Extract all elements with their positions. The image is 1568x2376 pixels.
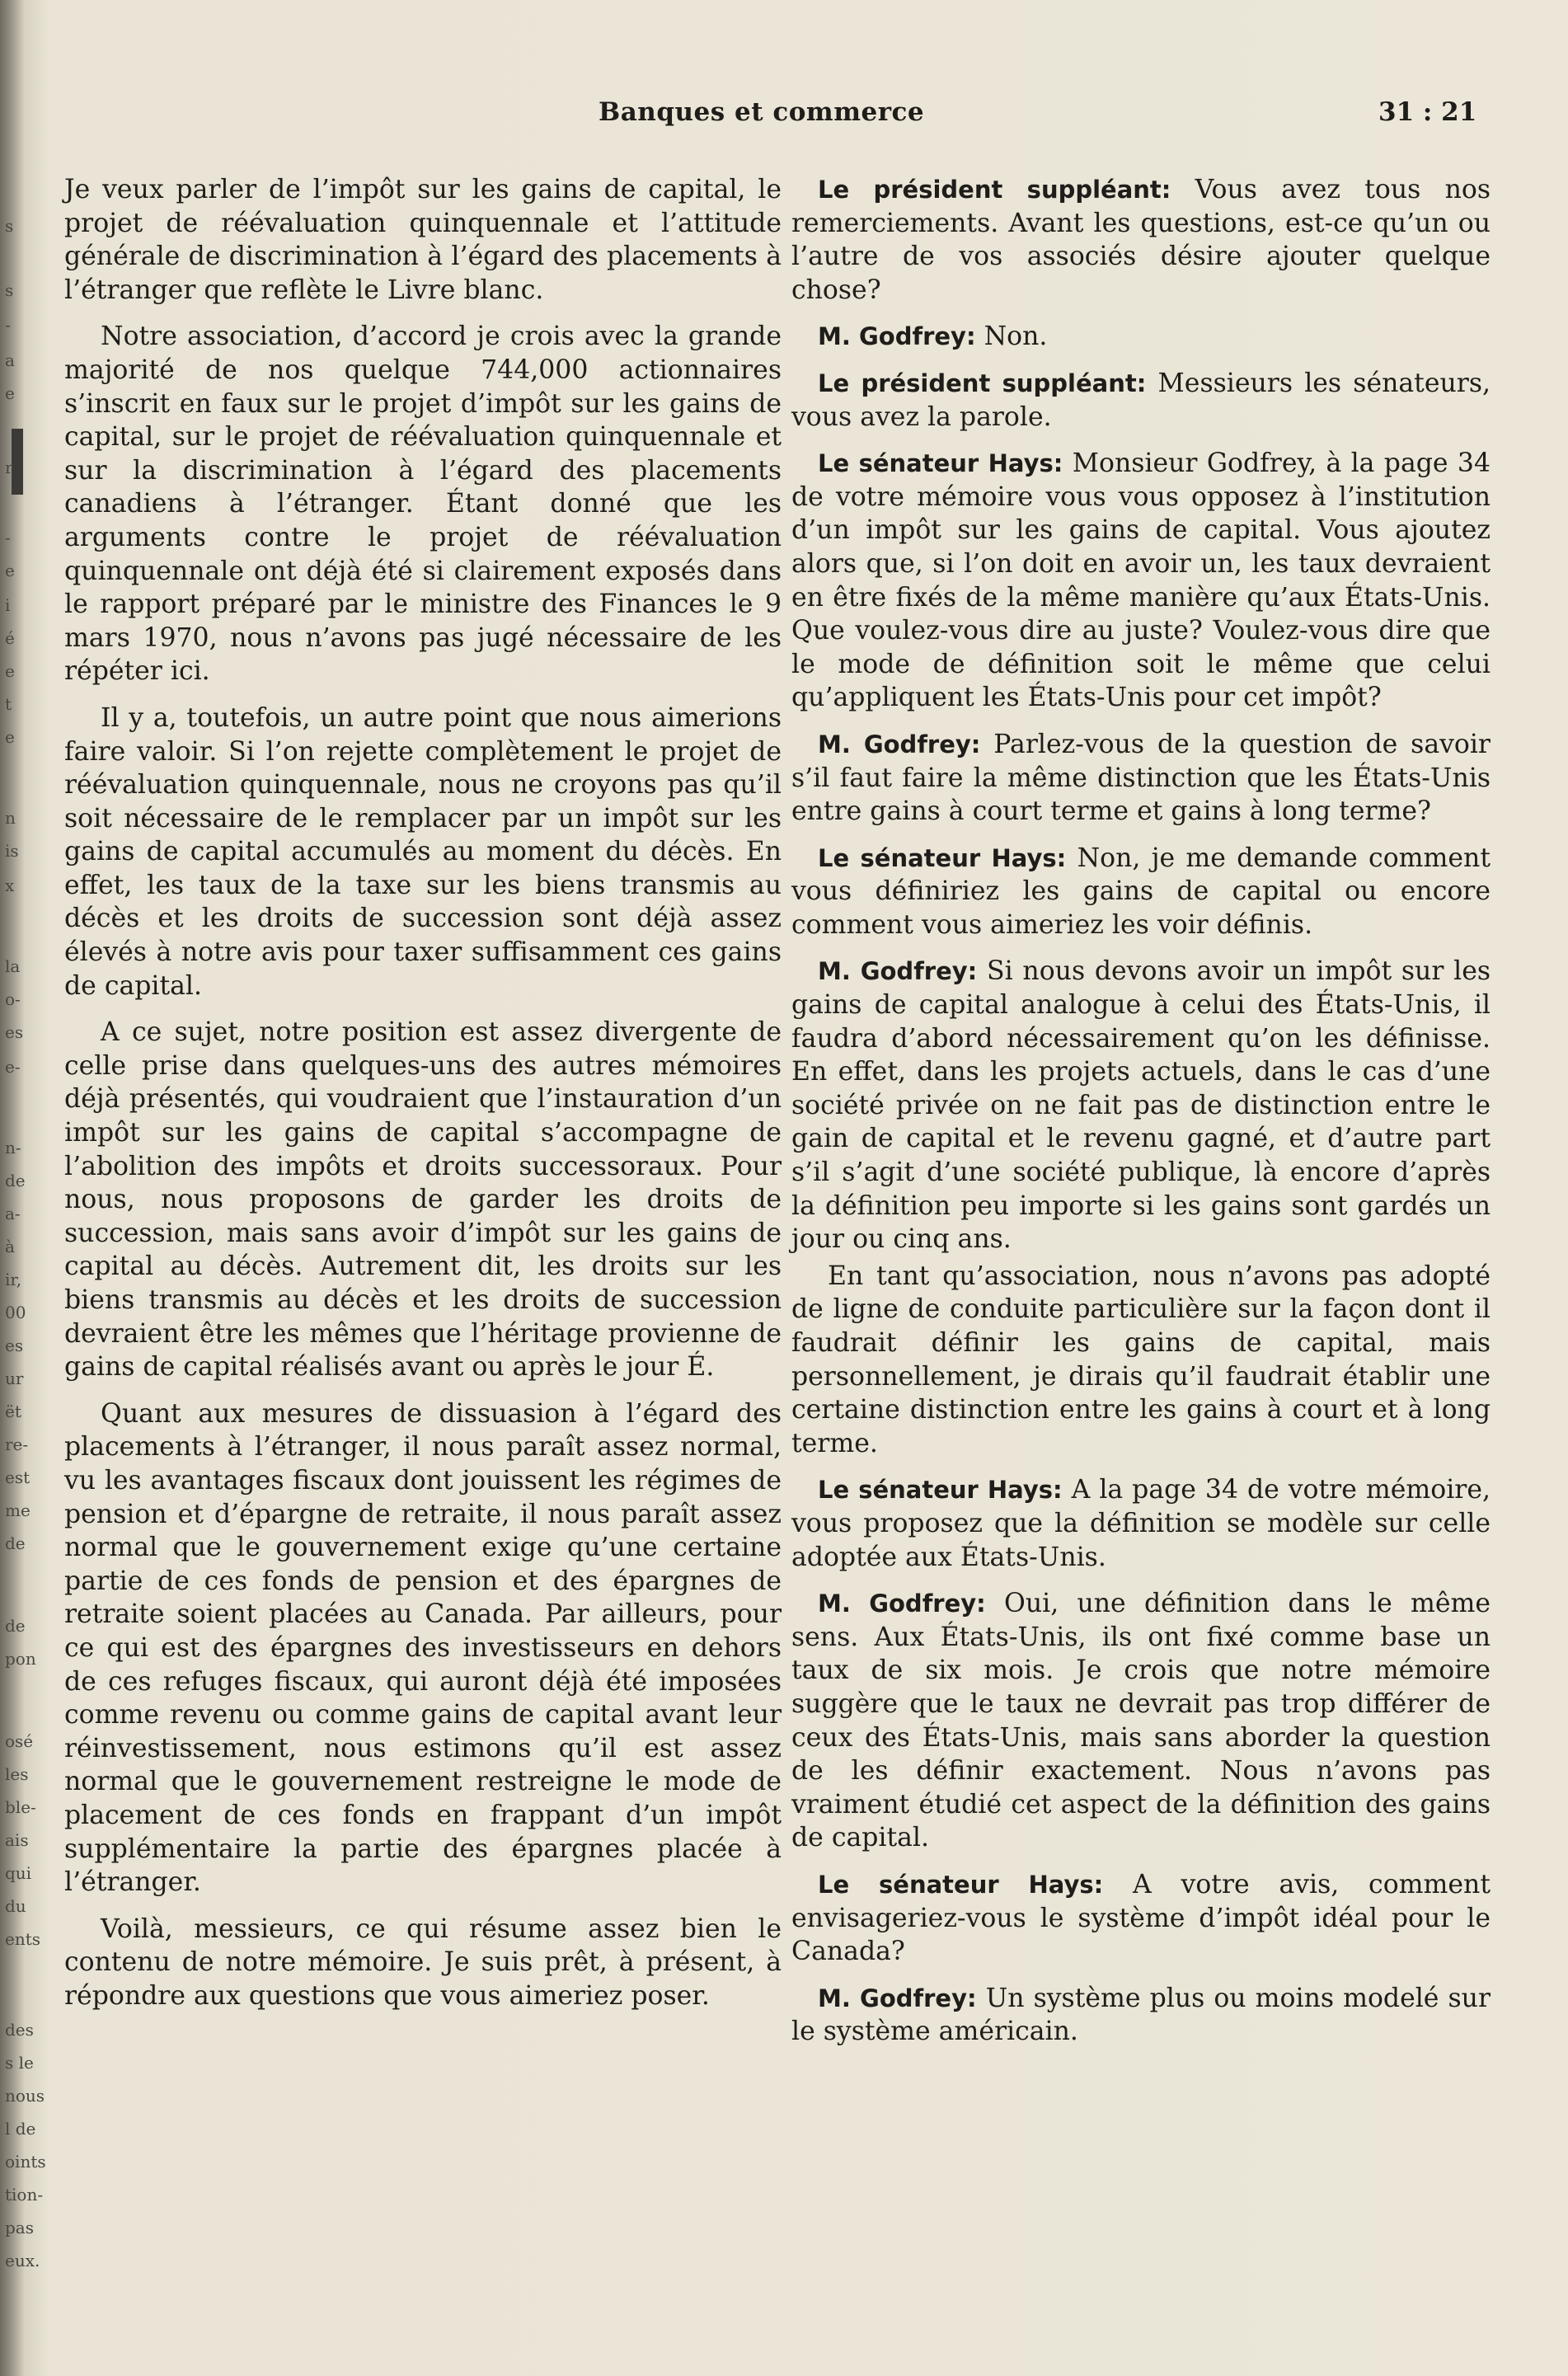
speaker-name: Le sénateur Hays: [818, 449, 1063, 478]
speech-turn [791, 367, 1491, 434]
speaker-name: Le sénateur Hays: [818, 1870, 1104, 1899]
margin-fragment: o- [5, 989, 21, 1009]
margin-fragment: s le [5, 2053, 34, 2073]
paragraph: En tant qu’association, nous n’avons pas adopté de ligne de conduite particulière sur la façon dont il faudrait définir les gains de capital, mais personnellement, je dirais qu’il faudrait établir une certaine distinction entre les gains à court et à long terme. [791, 1261, 1491, 1458]
margin-fragment: e [5, 383, 15, 403]
speaker-name: M. Godfrey: [818, 1984, 977, 2012]
margin-fragment: ët [5, 1402, 21, 1421]
margin-fragment: a [5, 350, 15, 370]
speaker-name: Le sénateur Hays: [818, 1476, 1063, 1505]
margin-fragment: e [5, 661, 15, 681]
speech-turn [791, 447, 1491, 715]
speaker-name: M. Godfrey: [818, 730, 981, 758]
margin-fragment: de [5, 1616, 26, 1636]
margin-fragment: l de [5, 2119, 36, 2139]
speech-turn [791, 1587, 1491, 1855]
margin-fragment: ir, [5, 1270, 22, 1289]
speech-text: Non. [984, 322, 1048, 352]
paragraph: A ce sujet, notre position est assez divergente de celle prise dans quelques-uns des autres mémoires déjà présentés, qui voudraient que l’instauration d’un impôt sur les gains de capital s’accompagne de l’abolition des impôts et droits successoraux. Pour nous, nous proposons de garder les droits de succession, mais sans avoir d’impôt sur les gains de capital au décès. Autrement dit, les droits sur les biens transmis au décès et les droits de succession devraient être les mêmes que l’héritage provienne de gains de capital réalisés avant ou après le jour É. [64, 1017, 782, 1383]
page-number: 31 : 21 [1378, 97, 1477, 127]
margin-fragment: - [5, 315, 11, 335]
left-column [64, 173, 782, 2026]
margin-fragment: à [5, 1237, 15, 1256]
margin-fragment: ble- [5, 1797, 36, 1817]
margin-fragment: est [5, 1467, 31, 1487]
margin-fragment: eux. [5, 2251, 40, 2270]
right-column [791, 173, 1491, 2062]
speech-text: Parlez-vous de la question de savoir s’il faut faire la même distinction que les États-Unis entre gains à court terme et gains à long terme? [791, 729, 1491, 827]
margin-fragment: x [5, 876, 15, 895]
margin-fragment: r [5, 458, 13, 477]
speech-text: Oui, une définition dans le même sens. Aux États-Unis, ils ont fixé comme base un taux de six mois. Je crois que notre mémoire suggère que le taux ne devrait pas trop différer de ceux des États-Unis, mais sans aborder la question de les définir exactement. Nous n’avons pas vraiment étudié cet aspect de la définition des gains de capital. [791, 1589, 1491, 1853]
section-title: Banques et commerce [599, 97, 925, 127]
speech-text: Vous avez tous nos remerciements. Avant les questions, est-ce qu’un ou l’autre de vos associés désire ajouter quelque chose? [791, 175, 1491, 305]
margin-fragment: e [5, 727, 15, 747]
margin-fragment: re- [5, 1435, 29, 1454]
margin-fragment: du [5, 1896, 26, 1916]
speech-turn [791, 1868, 1491, 1969]
margin-fragment: des [5, 2020, 34, 2040]
speech-turn [791, 842, 1491, 942]
speaker-name: Le sénateur Hays: [818, 843, 1067, 872]
margin-fragment: pon [5, 1649, 36, 1669]
speaker-name: M. Godfrey: [818, 322, 976, 351]
running-header [0, 97, 1568, 130]
binding-mark [12, 429, 23, 495]
margin-fragment: é [5, 628, 15, 648]
speech-text: A votre avis, comment envisageriez-vous le système d’impôt idéal pour le Canada? [791, 1869, 1491, 1967]
speaker-name: Le président suppléant: [818, 369, 1147, 397]
margin-fragment: 00 [5, 1303, 26, 1322]
speaker-name: M. Godfrey: [818, 957, 978, 986]
margin-fragment: nous [5, 2086, 45, 2106]
margin-fragment: is [5, 841, 19, 861]
paragraph: Quant aux mesures de dissuasion à l’égard des placements à l’étranger, il nous paraît assez normal, vu les avantages fiscaux dont jouissent les régimes de pension et d’épargne de retraite, il nous paraît assez normal que le gouvernement exige qu’une certaine partie de ces fonds de pension et des épargnes de retraite soient placées au Canada. Par ailleurs, pour ce qui est des épargnes des investisseurs en dehors de ces refuges fiscaux, qui auront déjà été imposées comme revenu ou comme gains de capital avant leur réinvestissement, nous estimons qu’il est assez normal que le gouvernement restreigne le mode de placement de ces fonds en frappant d’un impôt supplémentaire la partie des épargnes placée à l’étranger. [64, 1398, 782, 1898]
margin-fragment: osé [5, 1731, 34, 1751]
margin-fragment: n [5, 808, 16, 828]
margin-fragment: es [5, 1022, 24, 1042]
margin-fragment: a- [5, 1204, 21, 1223]
margin-fragment: de [5, 1533, 26, 1553]
speech-text: Monsieur Godfrey, à la page 34 de votre mémoire vous vous opposez à l’institution d’un impôt sur les gains de capital. Vous ajoutez alors que, si l’on doit en avoir un, les taux devraient en être fixés de la même manière qu’aux États-Unis. Que voulez-vous dire au juste? Voulez-vous dire que le mode de définition soit le même que celui qu’appliquent les États-Unis pour cet impôt? [791, 448, 1491, 713]
margin-fragment: ur [5, 1369, 24, 1388]
margin-fragment: me [5, 1500, 31, 1520]
speech-turn [791, 955, 1491, 1256]
margin-fragment: qui [5, 1863, 32, 1883]
margin-fragment: la [5, 956, 21, 976]
speaker-name: M. Godfrey: [818, 1589, 986, 1618]
speech-text: Un système plus ou moins modelé sur le système américain. [791, 1983, 1491, 2047]
speech-turn [791, 728, 1491, 829]
speech-turn [791, 1982, 1491, 2049]
margin-fragment: ais [5, 1830, 29, 1850]
speech-text: Messieurs les sénateurs, vous avez la parole. [791, 368, 1491, 432]
speech-text: Si nous devons avoir un impôt sur les gains de capital analogue à celui des États-Unis, il faudra d’abord nécessairement qu’on les définisse. En effet, dans les projets actuels, dans le cas d’une société privée on ne fait pas de distinction entre le gain de capital et le revenu gagné, et d’autre part s’il s’agit d’une société publique, là encore d’après la définition peu importe si les gains sont gardés un jour ou cinq ans. [791, 956, 1491, 1255]
speech-turn [791, 173, 1491, 307]
paragraph: Notre association, d’accord je crois avec la grande majorité de nos quelque 744,000 actionnaires s’inscrit en faux sur le projet d’impôt sur les gains de capital, sur le projet de réévaluation quinquennale et sur la discrimination à l’égard des placements canadiens à l’étranger. Étant donné que les arguments contre le projet de réévaluation quinquennale ont déjà été si clairement exposés dans le rapport préparé par le ministre des Finances le 9 mars 1970, nous n’avons pas jugé nécessaire de les répéter ici. [64, 322, 782, 687]
margin-fragment: les [5, 1764, 29, 1784]
margin-fragment: e [5, 561, 15, 580]
margin-fragment: s [5, 280, 14, 300]
margin-fragment: n- [5, 1138, 21, 1157]
margin-fragment: i [5, 595, 11, 615]
speaker-name: Le président suppléant: [818, 176, 1171, 204]
paragraph: Il y a, toutefois, un autre point que nous aimerions faire valoir. Si l’on rejette complètement le projet de réévaluation quinquennale, nous ne croyons pas qu’il soit nécessaire de le remplacer par un impôt sur les gains de capital accumulés au moment du décès. En effet, les taux de la taxe sur les biens transmis au décès et les droits de succession sont déjà assez élevés à notre avis pour taxer suffisamment ces gains de capital. [64, 702, 782, 1001]
margin-fragment: t [5, 694, 12, 714]
speech-text: A la page 34 de votre mémoire, vous proposez que la définition se modèle sur celle adoptée aux États-Unis. [791, 1475, 1491, 1572]
speech-turn [791, 320, 1491, 354]
margin-fragment: ents [5, 1929, 41, 1949]
margin-fragment: de [5, 1171, 26, 1190]
margin-fragment: s [5, 216, 14, 236]
margin-fragment: - [5, 528, 11, 547]
adjacent-page-edge [0, 0, 48, 2376]
margin-fragment: e- [5, 1057, 21, 1077]
margin-fragment: oints [5, 2152, 46, 2172]
margin-fragment: tion- [5, 2185, 44, 2205]
paragraph: Je veux parler de l’impôt sur les gains de capital, le projet de réévaluation quinquennale et l’attitude générale de discrimination à l’égard des placements à l’étranger que reflète le Livre blanc. [64, 175, 782, 305]
speech-text: Non, je me demande comment vous définiriez les gains de capital ou encore comment vous aimeriez les voir définis. [791, 843, 1491, 940]
paragraph: Voilà, messieurs, ce qui résume assez bien le contenu de notre mémoire. Je suis prêt, à présent, à répondre aux questions que vous aimeriez poser. [64, 1913, 782, 2011]
margin-fragment: es [5, 1336, 24, 1355]
margin-fragment: pas [5, 2218, 34, 2237]
speech-turn [791, 1473, 1491, 1574]
